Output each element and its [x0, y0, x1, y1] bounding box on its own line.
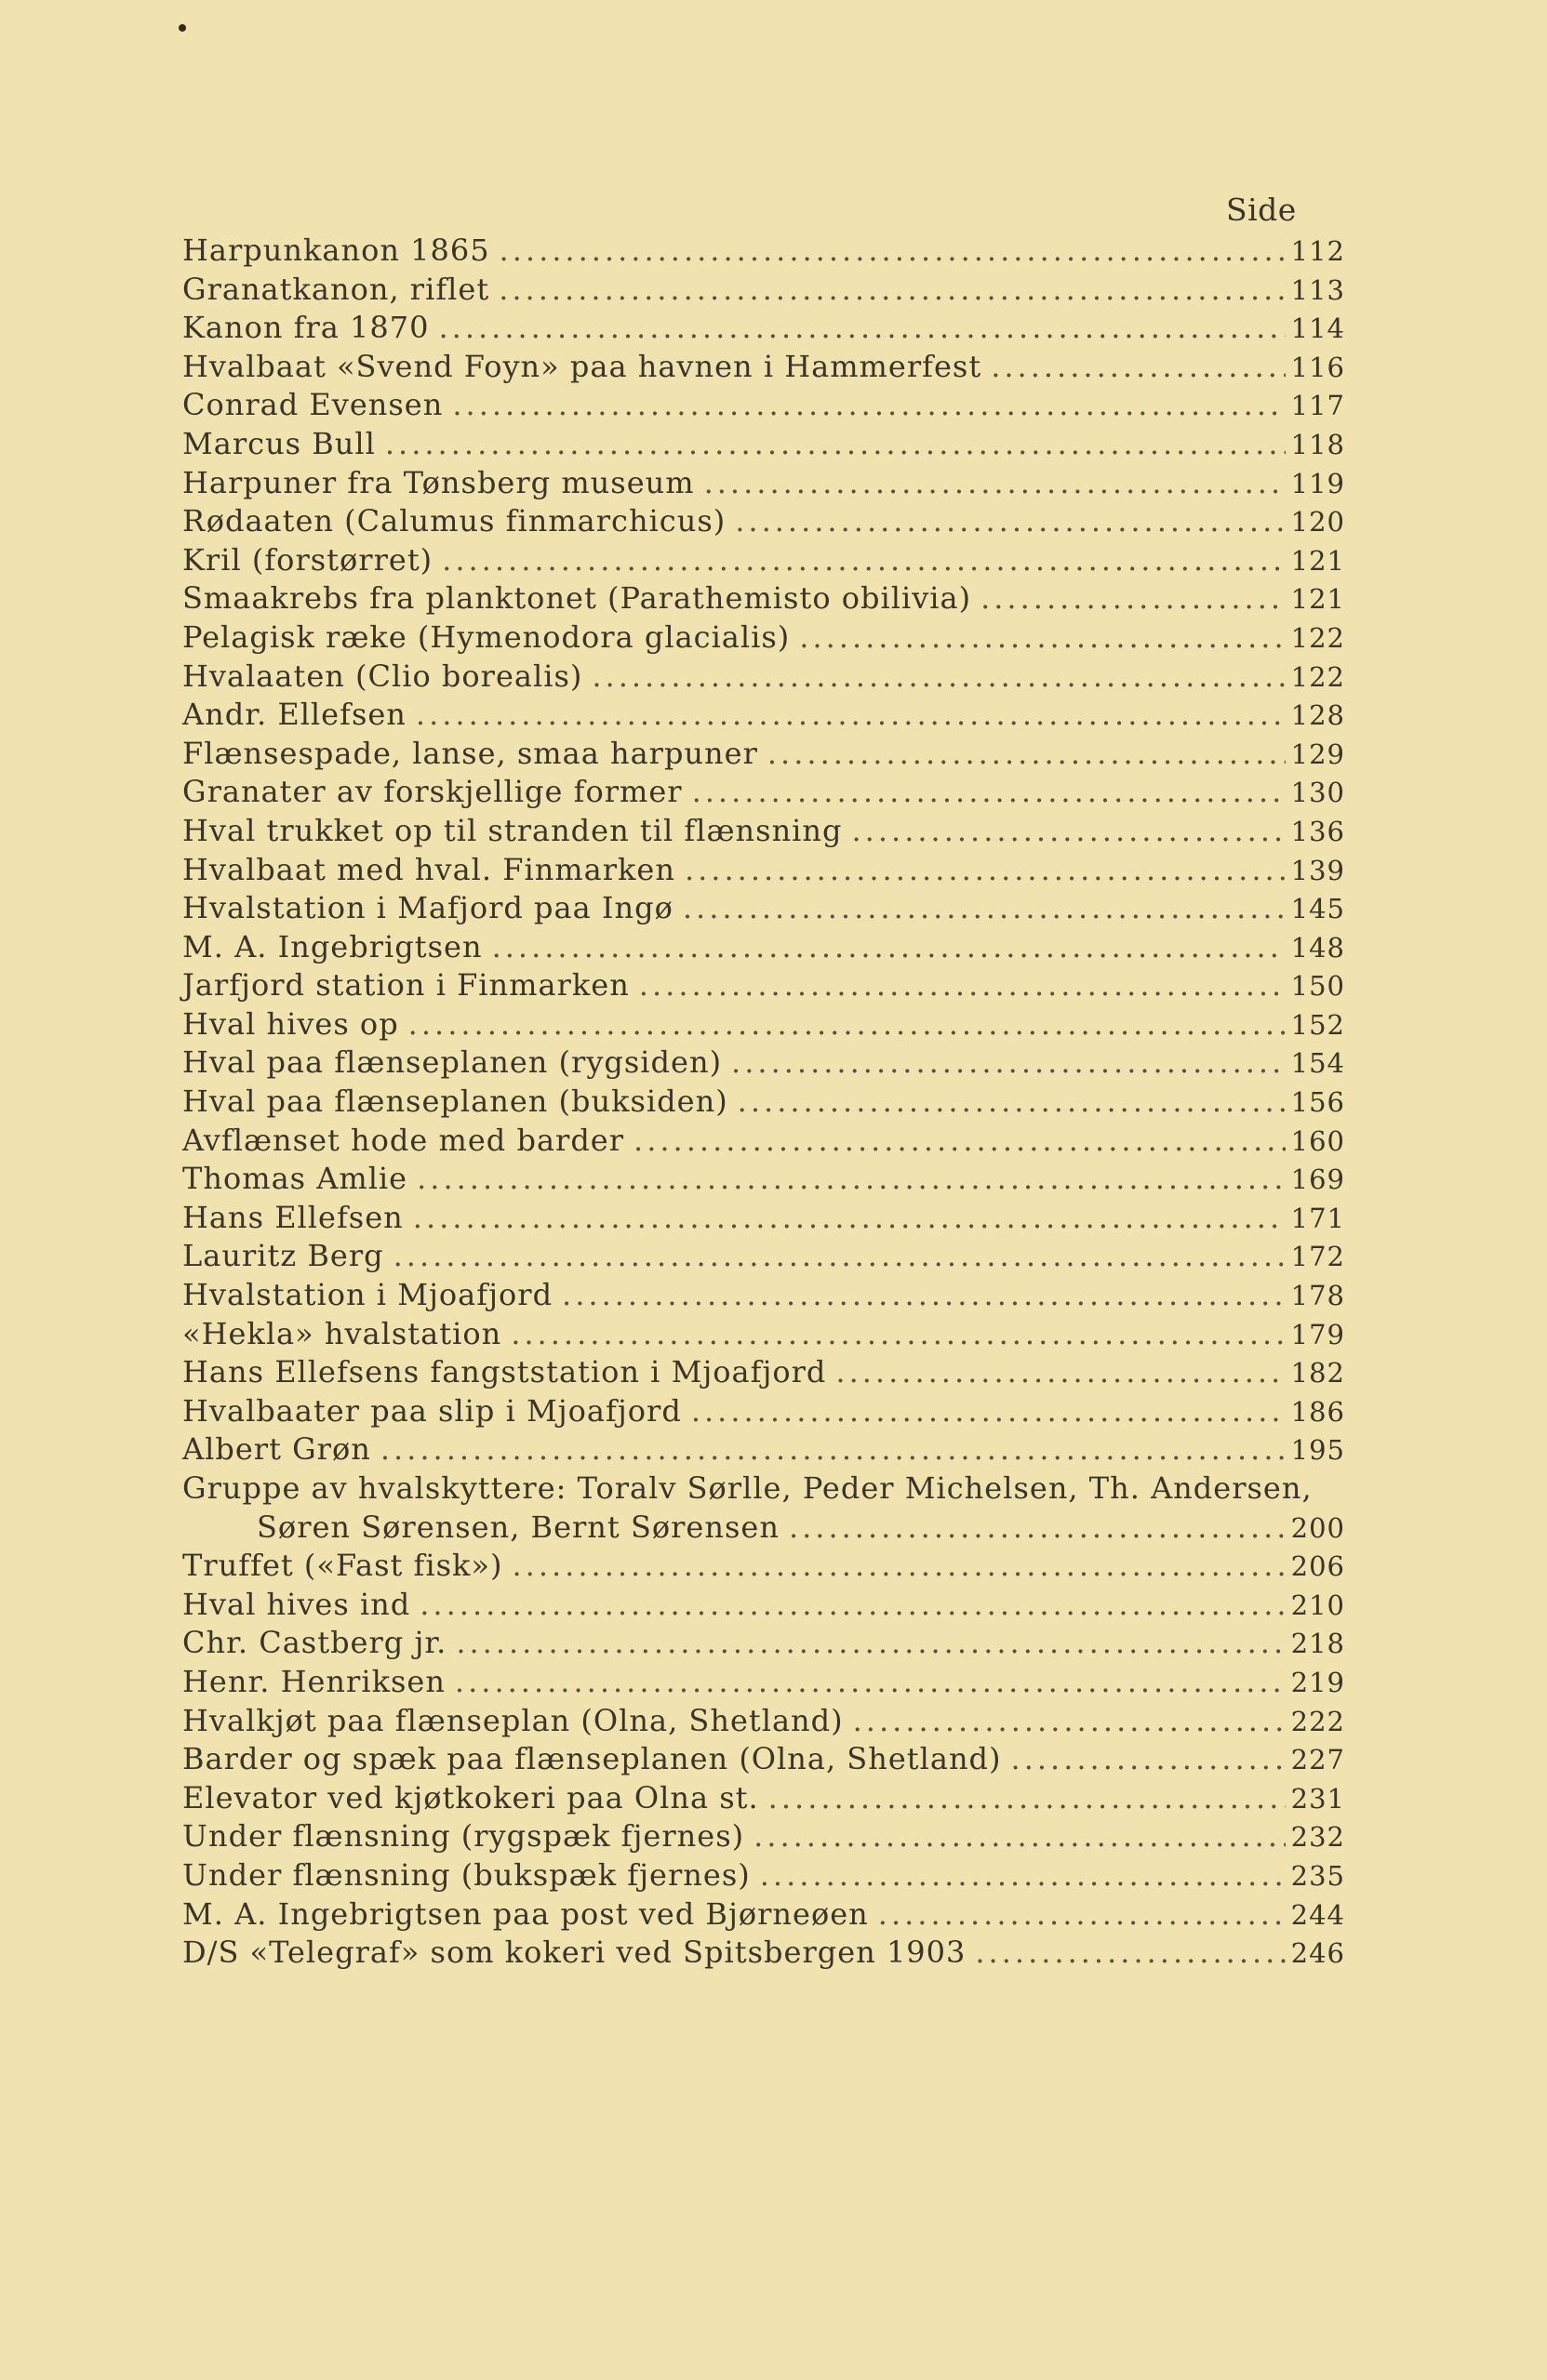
entry-title: «Hekla» hvalstation — [182, 1315, 502, 1351]
entry-title: Elevator ved kjøtkokeri paa Olna st. — [182, 1779, 759, 1815]
leader-dots — [592, 658, 1285, 694]
entry-page: 116 — [1290, 351, 1345, 383]
entry-page: 112 — [1290, 235, 1345, 267]
entry-title: Hval trukket op til stranden til flænsning — [182, 812, 843, 848]
entry-title: Hvalstation i Mafjord paa Ingø — [182, 890, 673, 926]
list-entry — [182, 890, 1345, 929]
list-entry — [182, 426, 1345, 465]
leader-dots — [413, 1200, 1286, 1235]
leader-dots — [753, 1818, 1286, 1854]
entry-page: 156 — [1290, 1086, 1345, 1119]
list-entry — [182, 1161, 1345, 1200]
list-entry — [182, 1354, 1345, 1393]
entry-page: 244 — [1290, 1898, 1345, 1931]
entry-title: Hans Ellefsen — [182, 1199, 404, 1235]
entry-page: 130 — [1290, 777, 1345, 809]
entry-title: Hval paa flænseplanen (buksiden) — [182, 1084, 728, 1120]
leader-dots — [738, 1084, 1286, 1119]
entry-title: Kril (forstørret) — [182, 541, 433, 578]
list-entry — [182, 1470, 1345, 1509]
entry-title: M. A. Ingebrigtsen — [182, 928, 483, 964]
list-entry — [182, 1006, 1345, 1045]
list-entry — [182, 580, 1345, 619]
list-entry — [182, 1316, 1345, 1355]
leader-dots — [789, 1509, 1286, 1545]
leader-dots — [692, 774, 1286, 809]
entry-page: 113 — [1290, 273, 1345, 306]
entry-page: 179 — [1290, 1318, 1345, 1350]
leader-dots — [512, 1548, 1285, 1583]
leader-dots — [683, 890, 1286, 925]
entry-title: Hvalbaat med hval. Finmarken — [182, 851, 675, 887]
list-entry — [182, 736, 1345, 775]
entry-page: 246 — [1290, 1937, 1345, 1970]
entry-title: D/S «Telegraf» som kokeri ved Spitsbergen 1903 — [182, 1935, 967, 1971]
list-entry — [182, 1664, 1345, 1703]
entry-title: Harpunkanon 1865 — [182, 233, 490, 268]
leader-dots — [499, 272, 1285, 307]
leader-dots — [438, 310, 1285, 345]
list-entry — [182, 1935, 1345, 1974]
entry-page: 218 — [1290, 1628, 1345, 1660]
list-entry — [182, 1741, 1345, 1780]
entry-title: Andr. Ellefsen — [182, 697, 407, 733]
entry-title: Granater av forskjellige former — [182, 774, 683, 810]
entry-title: Hvalkjøt paa flænseplan (Olna, Shetland) — [182, 1702, 844, 1738]
entry-page: 195 — [1290, 1434, 1345, 1467]
list-entry — [182, 1703, 1345, 1742]
entry-page: 160 — [1290, 1124, 1345, 1157]
entry-page: 148 — [1290, 931, 1345, 964]
leader-dots — [492, 929, 1286, 964]
entry-title: Granatkanon, riflet — [182, 271, 490, 307]
leader-dots — [452, 387, 1285, 422]
list-entry — [182, 1625, 1345, 1664]
list-entry — [182, 1393, 1345, 1432]
entry-page: 119 — [1290, 467, 1345, 499]
list-entry — [182, 542, 1345, 581]
list-entry — [182, 503, 1345, 542]
entry-page: 232 — [1290, 1821, 1345, 1854]
entry-page: 121 — [1290, 583, 1345, 616]
list-entry — [182, 1200, 1345, 1239]
entry-page: 171 — [1290, 1202, 1345, 1234]
list-entry — [182, 233, 1345, 272]
page-column-header: Side — [1226, 192, 1297, 228]
leader-dots — [442, 542, 1285, 578]
list-entry — [182, 774, 1345, 813]
entry-page: 186 — [1290, 1395, 1345, 1428]
list-entry — [182, 1277, 1345, 1316]
entry-title: Conrad Evensen — [182, 387, 444, 423]
entry-title: Hvalstation i Mjoafjord — [182, 1277, 553, 1313]
list-entry — [182, 1084, 1345, 1123]
entry-page: 150 — [1290, 970, 1345, 1003]
entry-page: 145 — [1290, 893, 1345, 925]
entry-title: Harpuner fra Tønsberg museum — [182, 464, 695, 500]
list-entry — [182, 1857, 1345, 1896]
leader-dots — [562, 1277, 1286, 1312]
leader-dots — [991, 349, 1285, 384]
entry-title: Thomas Amlie — [182, 1161, 408, 1197]
entry-page: 120 — [1290, 506, 1345, 538]
entry-title: Hans Ellefsens fangststation i Mjoafjord — [182, 1354, 827, 1390]
list-entry — [182, 697, 1345, 736]
leader-dots — [835, 1354, 1285, 1389]
leader-dots — [731, 1044, 1286, 1080]
entry-page: 114 — [1290, 312, 1345, 345]
list-entry — [182, 349, 1345, 388]
leader-dots — [639, 967, 1286, 1003]
leader-dots — [799, 619, 1285, 655]
list-entry — [182, 1044, 1345, 1084]
list-entry — [182, 619, 1345, 658]
entry-page: 122 — [1290, 621, 1345, 654]
leader-dots — [456, 1625, 1285, 1660]
entry-page: 182 — [1290, 1357, 1345, 1389]
entry-title: Pelagisk ræke (Hymenodora glacialis) — [182, 618, 791, 655]
entry-title: Henr. Henriksen — [182, 1663, 446, 1699]
list-entry — [182, 1780, 1345, 1819]
entry-title: Chr. Castberg jr. — [182, 1625, 447, 1661]
entry-title: Søren Sørensen, Bernt Sørensen — [257, 1509, 780, 1545]
entry-page: 227 — [1290, 1744, 1345, 1776]
entry-title: Hvalaaten (Clio borealis) — [182, 658, 583, 694]
entry-title: Under flænsning (bukspæk fjernes) — [182, 1856, 751, 1893]
list-entry — [182, 658, 1345, 698]
leader-dots — [408, 1006, 1286, 1042]
list-entry — [182, 852, 1345, 891]
entry-page: 200 — [1290, 1511, 1345, 1544]
entry-title: Hvalbaater paa slip i Mjoafjord — [182, 1392, 682, 1429]
leader-dots — [735, 503, 1285, 538]
entry-title: Avflænset hode med barder — [182, 1122, 625, 1158]
entry-title: Jarfjord station i Finmarken — [182, 967, 630, 1004]
entry-page: 219 — [1290, 1666, 1345, 1698]
entry-title: Hval hives ind — [182, 1586, 411, 1622]
leader-dots — [980, 580, 1286, 616]
entry-title: Hval hives op — [182, 1005, 399, 1042]
leader-dots — [417, 1161, 1286, 1196]
list-entry — [182, 272, 1345, 311]
list-entry — [182, 929, 1345, 968]
entry-title: Albert Grøn — [182, 1431, 371, 1468]
leader-dots — [393, 1238, 1286, 1273]
list-entry — [182, 1548, 1345, 1587]
list-entry — [182, 967, 1345, 1006]
leader-dots — [511, 1316, 1285, 1351]
entry-page: 154 — [1290, 1047, 1345, 1080]
entry-title: Gruppe av hvalskyttere: Toralv Sørlle, Peder Michelsen, Th. Andersen, — [182, 1470, 1313, 1506]
entry-title: Rødaaten (Calumus finmarchicus) — [182, 503, 727, 539]
leader-dots — [691, 1393, 1286, 1429]
leader-dots — [760, 1857, 1286, 1893]
entry-title: Smaakrebs fra planktonet (Parathemisto obilivia) — [182, 580, 972, 617]
list-entry — [182, 387, 1345, 426]
leader-dots — [975, 1935, 1285, 1970]
leader-dots — [633, 1123, 1286, 1158]
entry-title: Hval paa flænseplanen (rygsiden) — [182, 1044, 723, 1081]
leader-dots — [878, 1896, 1286, 1932]
illustration-list — [182, 233, 1345, 1974]
entry-title: Flænsespade, lanse, smaa harpuner — [182, 735, 758, 771]
leader-dots — [385, 426, 1286, 461]
entry-page: 178 — [1290, 1280, 1345, 1312]
entry-title: Marcus Bull — [182, 425, 376, 461]
leader-dots — [685, 852, 1286, 887]
entry-page: 118 — [1290, 428, 1345, 460]
entry-title: M. A. Ingebrigtsen paa post ved Bjørneøen — [182, 1895, 869, 1932]
entry-title: Kanon fra 1870 — [182, 310, 430, 346]
list-entry-continuation — [182, 1509, 1345, 1549]
leader-dots — [704, 465, 1286, 500]
leader-dots — [380, 1431, 1286, 1467]
leader-dots — [500, 233, 1286, 268]
list-entry — [182, 310, 1345, 349]
entry-title: Under flænsning (rygspæk fjernes) — [182, 1818, 745, 1855]
entry-title: Hvalbaat «Svend Foyn» paa havnen i Hammerfest — [182, 348, 982, 384]
entry-page: 235 — [1290, 1859, 1345, 1892]
entry-page: 172 — [1290, 1241, 1345, 1273]
entry-page: 231 — [1290, 1782, 1345, 1815]
entry-page: 128 — [1290, 699, 1345, 732]
leader-dots — [767, 736, 1286, 771]
entry-page: 121 — [1290, 544, 1345, 577]
entry-title: Barder og spæk paa flænseplanen (Olna, Shetland) — [182, 1741, 1002, 1777]
list-entry — [182, 1818, 1345, 1857]
entry-page: 206 — [1290, 1550, 1345, 1583]
entry-page: 129 — [1290, 738, 1345, 770]
leader-dots — [455, 1664, 1286, 1699]
leader-dots — [768, 1780, 1286, 1815]
leader-dots — [420, 1587, 1285, 1622]
list-entry — [182, 1896, 1345, 1935]
ink-speck — [179, 24, 186, 32]
leader-dots — [1011, 1741, 1286, 1776]
list-entry — [182, 1123, 1345, 1162]
entry-title: Truffet («Fast fisk») — [182, 1548, 503, 1584]
entry-page: 210 — [1290, 1589, 1345, 1621]
list-entry — [182, 1238, 1345, 1277]
leader-dots — [853, 1703, 1286, 1738]
list-entry — [182, 813, 1345, 852]
entry-page: 169 — [1290, 1163, 1345, 1196]
entry-title: Lauritz Berg — [182, 1238, 384, 1274]
entry-page: 139 — [1290, 854, 1345, 886]
entry-page: 152 — [1290, 1008, 1345, 1041]
entry-page: 222 — [1290, 1705, 1345, 1737]
leader-dots — [416, 697, 1286, 732]
entry-page: 122 — [1290, 660, 1345, 693]
list-entry — [182, 1431, 1345, 1470]
list-entry — [182, 465, 1345, 504]
entry-page: 117 — [1290, 390, 1345, 422]
entry-page: 136 — [1290, 815, 1345, 847]
list-entry — [182, 1587, 1345, 1626]
leader-dots — [852, 813, 1286, 848]
